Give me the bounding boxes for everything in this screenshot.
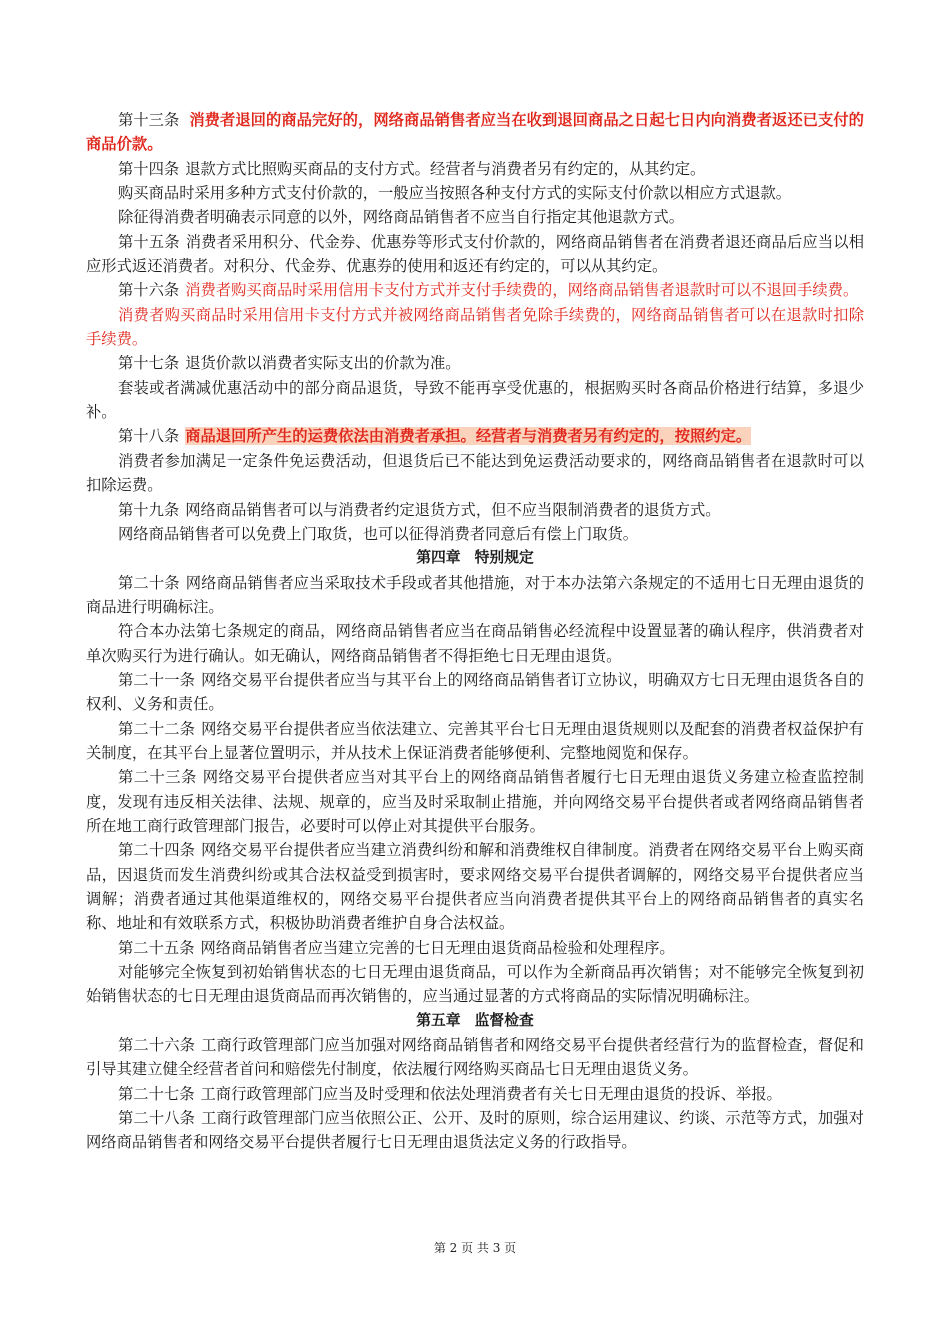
article-26 <box>86 1033 864 1082</box>
article-19 <box>86 498 864 522</box>
article-text: 工商行政管理部门应当依照公正、公开、及时的原则，综合运用建议、约谈、示范等方式，加强对网络商品销售者和网络交易平台提供者履行七日无理由退货法定义务的行政指导。 <box>86 1109 864 1152</box>
chapter-number: 第四章 <box>416 549 461 567</box>
article-20 <box>86 571 864 620</box>
article-text: 退货价款以消费者实际支出的价款为准。 <box>185 354 461 373</box>
chapter-number: 第五章 <box>416 1011 461 1029</box>
article-number: 第十四条 <box>118 159 180 178</box>
paragraph: 对能够完全恢复到初始销售状态的七日无理由退货商品，可以作为全新商品再次销售；对不能够完全恢复到初始销售状态的七日无理由退货商品而再次销售的，应当通过显著的方式将商品的实际情况明确标注。 <box>86 963 864 1006</box>
article-14 <box>86 157 864 181</box>
paragraph: 消费者购买商品时采用信用卡支付方式并被网络商品销售者免除手续费的，网络商品销售者可以在退款时扣除手续费。 <box>86 305 864 349</box>
article-25 <box>86 936 864 960</box>
article-23 <box>86 765 864 838</box>
chapter-heading <box>86 546 864 570</box>
article-text: 网络交易平台提供者应当建立消费纠纷和解和消费维权自律制度。消费者在网络交易平台上购买商品，因退货而发生消费纠纷或其合法权益受到损害时，要求网络交易平台提供者调解的，网络交易平台提供者应当调解；消费者通过其他渠道维权的，网络交易平台提供者应当向消费者提供其平台上的网络商品销售者的真实名称、地址和有效联系方式，积极协助消费者维护自身合法权益。 <box>86 841 864 933</box>
article-number: 第十五条 <box>118 232 180 251</box>
paragraph: 符合本办法第七条规定的商品，网络商品销售者应当在商品销售必经流程中设置显著的确认程序，供消费者对单次购买行为进行确认。如无确认，网络商品销售者不得拒绝七日无理由退货。 <box>86 622 864 665</box>
paragraph: 网络商品销售者可以免费上门取货，也可以征得消费者同意后有偿上门取货。 <box>118 524 639 543</box>
article-18 <box>86 424 864 448</box>
article-number: 第二十一条 <box>118 670 196 689</box>
article-number: 第二十四条 <box>118 841 196 860</box>
paragraph: 除征得消费者明确表示同意的以外，网络商品销售者不应当自行指定其他退款方式。 <box>118 208 684 227</box>
page-footer: 第 2 页 共 3 页 <box>433 1241 517 1255</box>
document-page <box>86 108 864 1155</box>
article-16 <box>86 278 864 302</box>
article-text: 消费者购买商品时采用信用卡支付方式并支付手续费的，网络商品销售者退款时可以不退回手续费。 <box>185 281 859 300</box>
article-number: 第二十七条 <box>118 1084 195 1103</box>
article-22 <box>86 717 864 766</box>
article-text: 网络交易平台提供者应当依法建立、完善其平台七日无理由退货规则以及配套的消费者权益保护有关制度，在其平台上显著位置明示，并从技术上保证消费者能够便利、完整地阅览和保存。 <box>86 719 864 762</box>
article-text: 网络交易平台提供者应当对其平台上的网络商品销售者履行七日无理由退货义务建立检查监控制度，发现有违反相关法律、法规、规章的，应当及时采取制止措施，并向网络交易平台提供者或者网络商品销售者所在地工商行政管理部门报告，必要时可以停止对其提供平台服务。 <box>86 768 864 835</box>
article-text: 消费者退回的商品完好的，网络商品销售者应当在收到退回商品之日起七日内向消费者返还已支付的商品价款。 <box>86 111 864 154</box>
article-text: 工商行政管理部门应当加强对网络商品销售者和网络交易平台提供者经营行为的监督检查，督促和引导其建立健全经营者首问和赔偿先付制度，依法履行网络购买商品七日无理由退货义务。 <box>86 1036 864 1079</box>
article-number: 第十九条 <box>118 500 180 519</box>
article-number: 第二十八条 <box>118 1109 196 1128</box>
article-number: 第十七条 <box>118 354 180 373</box>
article-24 <box>86 838 864 935</box>
article-number: 第二十条 <box>118 573 180 592</box>
article-text: 工商行政管理部门应当及时受理和依法处理消费者有关七日无理由退货的投诉、举报。 <box>200 1084 782 1103</box>
article-15 <box>86 230 864 279</box>
article-number: 第二十三条 <box>118 768 197 787</box>
article-text: 消费者采用积分、代金券、优惠券等形式支付价款的，网络商品销售者在消费者退还商品后应当以相应形式返还消费者。对积分、代金券、优惠券的使用和返还有约定的，可以从其约定。 <box>86 232 864 276</box>
article-number: 第二十六条 <box>118 1036 196 1055</box>
chapter-heading <box>86 1009 864 1033</box>
article-28 <box>86 1106 864 1155</box>
article-number: 第十八条 <box>118 427 180 446</box>
article-text: 退款方式比照购买商品的支付方式。经营者与消费者另有约定的，从其约定。 <box>185 159 706 178</box>
article-number: 第二十二条 <box>118 719 196 738</box>
article-13 <box>86 108 864 157</box>
article-27 <box>86 1082 864 1106</box>
highlighted-text: 商品退回所产生的运费依法由消费者承担。经营者与消费者另有约定的，按照约定。 <box>185 427 752 446</box>
article-text: 网络商品销售者可以与消费者约定退货方式，但不应当限制消费者的退货方式。 <box>185 500 721 519</box>
paragraph: 消费者参加满足一定条件免运费活动，但退货后已不能达到免运费活动要求的，网络商品销售者在退款时可以扣除运费。 <box>86 451 864 495</box>
paragraph: 套装或者满减优惠活动中的部分商品退货，导致不能再享受优惠的，根据购买时各商品价格进行结算，多退少补。 <box>86 378 864 422</box>
paragraph: 购买商品时采用多种方式支付价款的，一般应当按照各种支付方式的实际支付价款以相应方式退款。 <box>118 184 792 203</box>
article-number: 第二十五条 <box>118 938 195 957</box>
article-text: 网络交易平台提供者应当与其平台上的网络商品销售者订立协议，明确双方七日无理由退货各自的权利、义务和责任。 <box>86 670 864 714</box>
chapter-title: 监督检查 <box>474 1011 534 1029</box>
article-21 <box>86 668 864 717</box>
article-text: 网络商品销售者应当采取技术手段或者其他措施，对于本办法第六条规定的不适用七日无理由退货的商品进行明确标注。 <box>86 573 864 616</box>
article-text: 网络商品销售者应当建立完善的七日无理由退货商品检验和处理程序。 <box>200 938 675 957</box>
chapter-title: 特别规定 <box>474 549 534 567</box>
article-number: 第十三条 <box>118 111 180 129</box>
article-17 <box>86 351 864 375</box>
article-number: 第十六条 <box>118 281 180 300</box>
